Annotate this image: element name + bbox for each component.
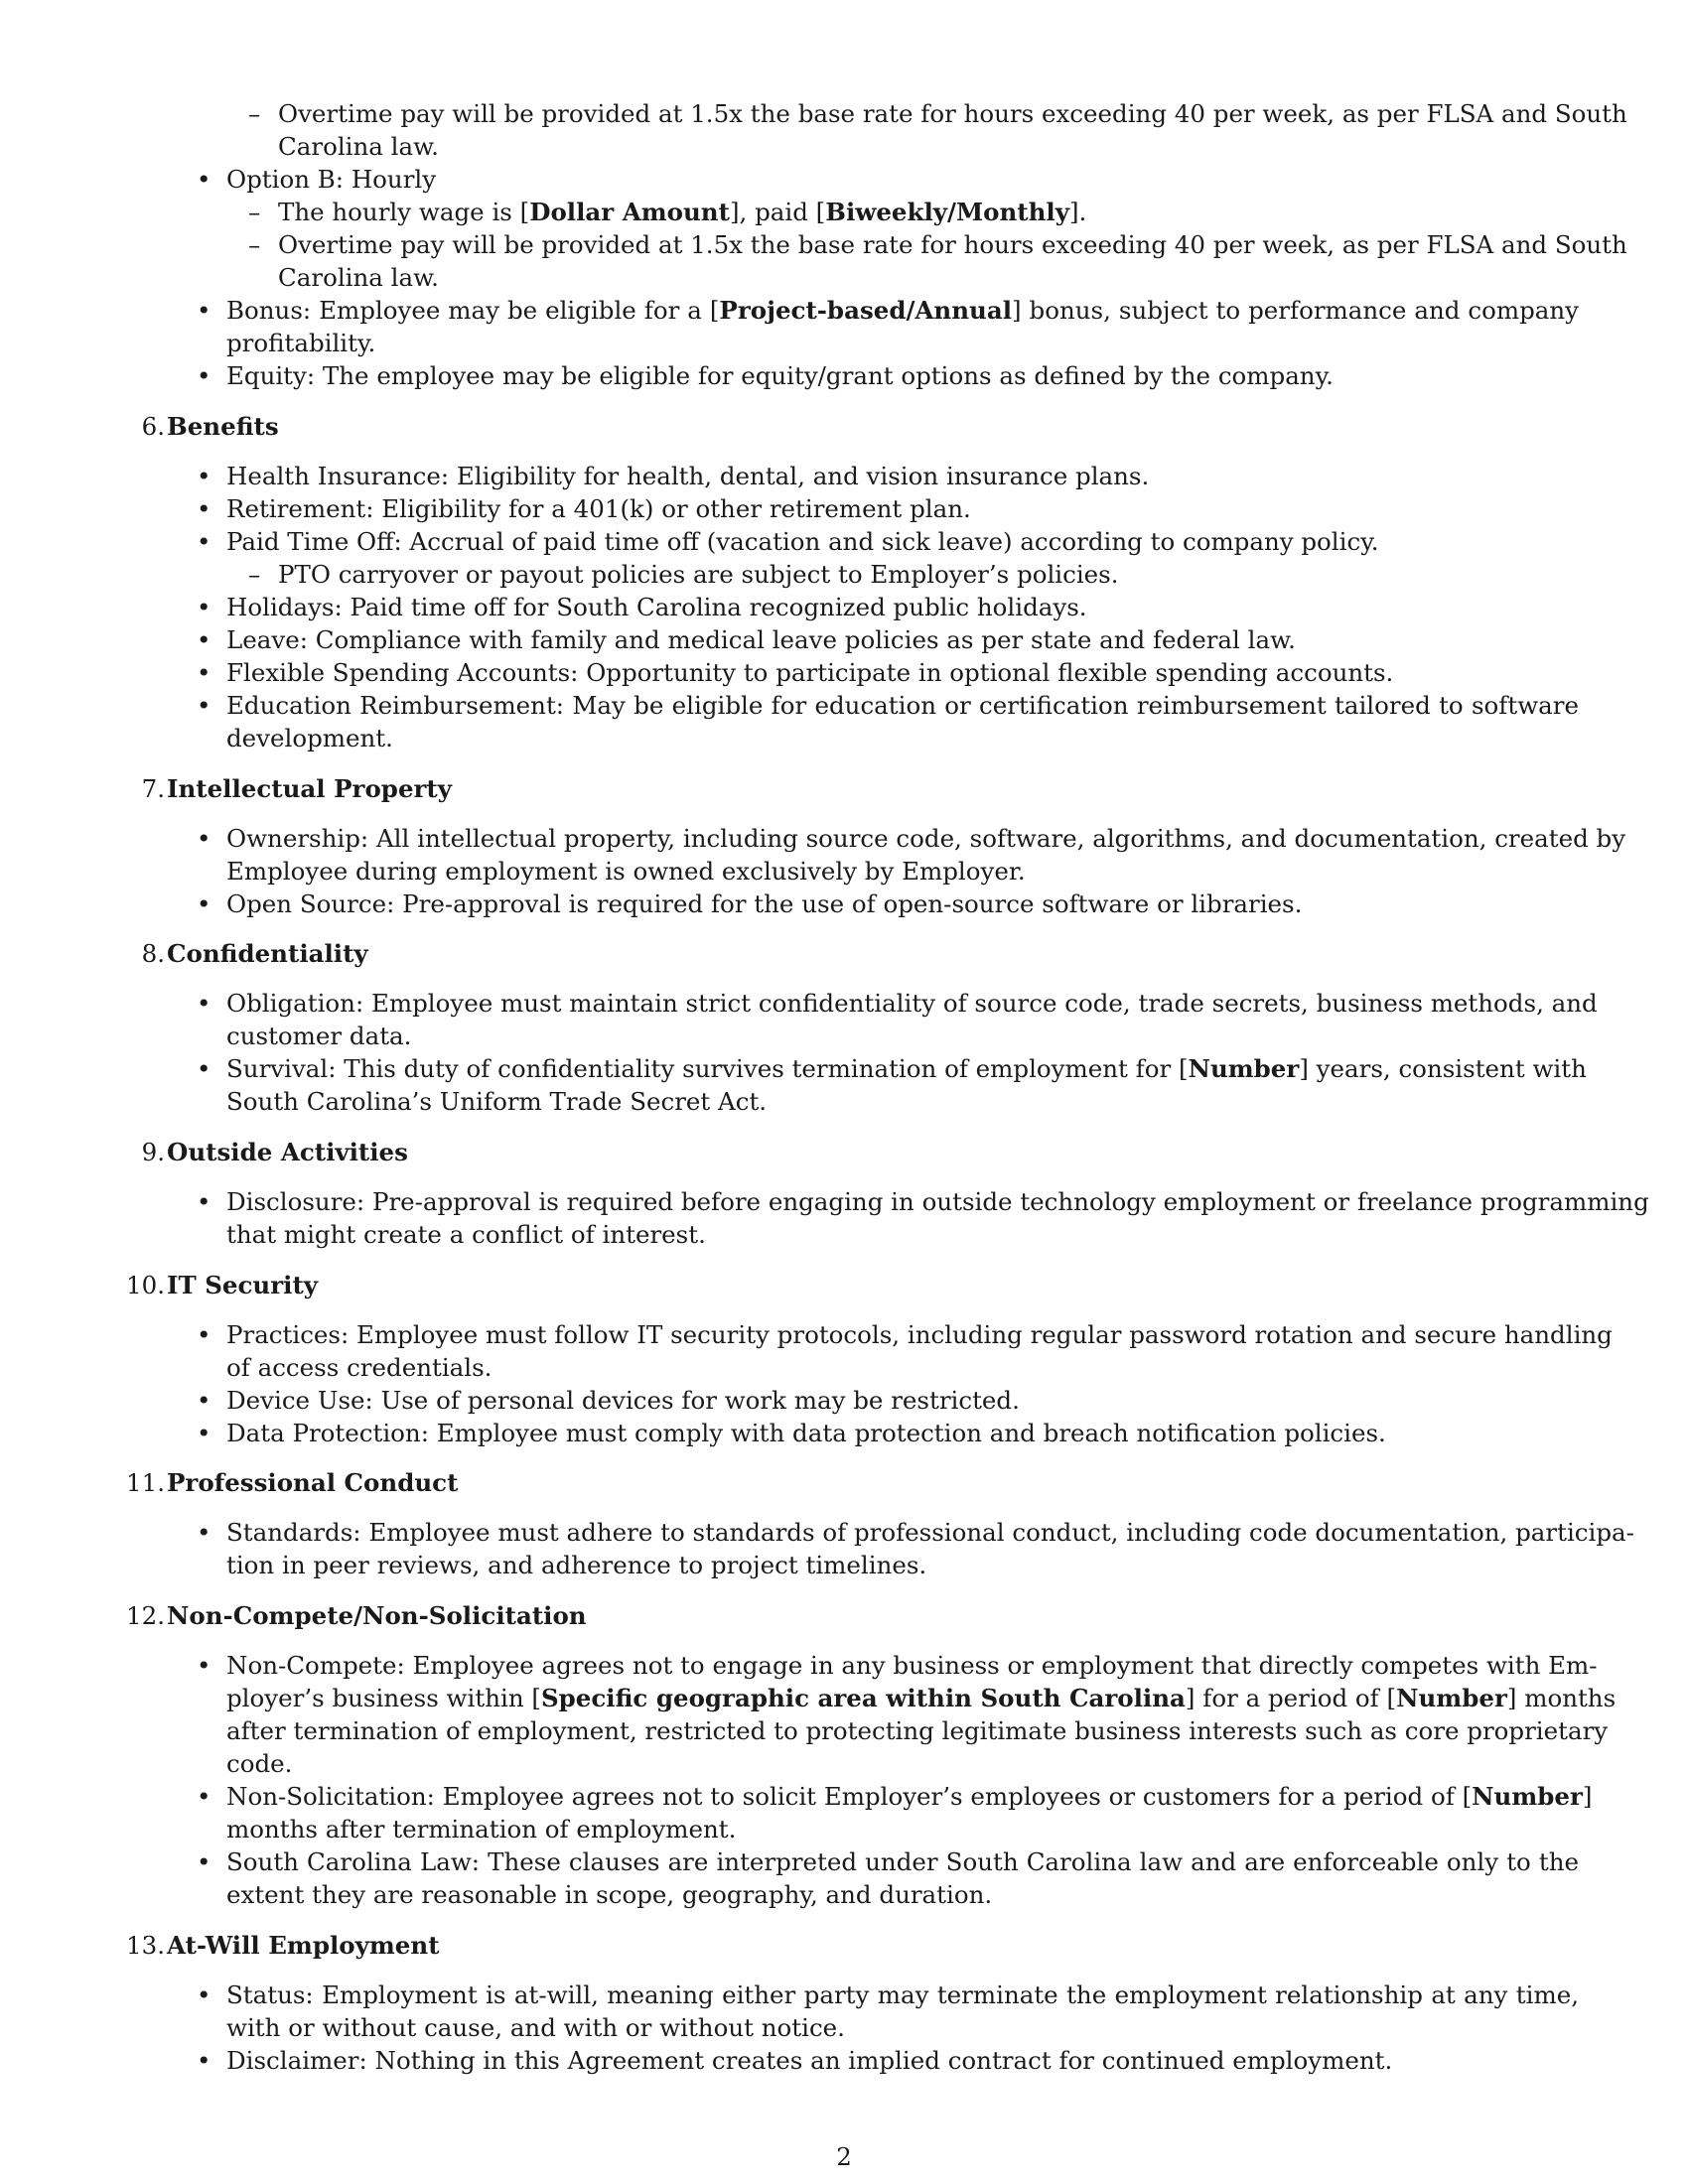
list-item-line: code. — [226, 1749, 293, 1778]
bullet-marker: • — [197, 527, 211, 556]
list-item-line: Disclaimer: Nothing in this Agreement creates an implied contract for continued employment. — [226, 2046, 1393, 2075]
bullet-marker: • — [197, 625, 211, 654]
sub-item-line: Carolina law. — [278, 132, 439, 161]
text-run: ] — [1582, 1782, 1593, 1811]
bullet-marker: • — [197, 691, 211, 720]
list-item-line: Holidays: Paid time off for South Carolina recognized public holidays. — [226, 593, 1087, 621]
list-item-line: South Carolina Law: These clauses are interpreted under South Carolina law and are enforceable only to the — [226, 1847, 1579, 1876]
list-item-line: Practices: Employee must follow IT security protocols, including regular password rotation and secure handling — [226, 1320, 1613, 1349]
bullet-marker: • — [197, 1518, 211, 1547]
section-heading: Confidentiality — [167, 939, 368, 968]
placeholder-field: Biweekly/Monthly — [825, 198, 1069, 226]
section-heading: Non-Compete/Non-Solicitation — [167, 1601, 587, 1630]
list-item-line: Flexible Spending Accounts: Opportunity to participate in optional flexible spending accounts. — [226, 658, 1394, 687]
list-item-line: Disclosure: Pre-approval is required before engaging in outside technology employment or freelance programming — [226, 1187, 1649, 1216]
list-item-line: Obligation: Employee must maintain strict confidentiality of source code, trade secrets, business methods, and — [226, 989, 1598, 1018]
list-item-line: tion in peer reviews, and adherence to project timelines. — [226, 1551, 927, 1579]
list-item-line: extent they are reasonable in scope, geography, and duration. — [226, 1880, 993, 1909]
list-item-line: Ownership: All intellectual property, including source code, software, algorithms, and documentation, created by — [226, 824, 1626, 853]
section-heading: At-Will Employment — [167, 1931, 440, 1960]
placeholder-field: Specific geographic area within South Carolina — [540, 1684, 1186, 1712]
section-number: 9. — [141, 1138, 165, 1166]
section-number: 11. — [126, 1468, 165, 1497]
section-heading: IT Security — [167, 1271, 319, 1299]
text-run: ] for a period of [ — [1185, 1684, 1397, 1712]
list-item-line: Standards: Employee must adhere to standards of professional conduct, including code documentation, participa- — [226, 1518, 1634, 1547]
section-heading: Outside Activities — [167, 1138, 408, 1166]
bullet-marker: • — [197, 889, 211, 918]
list-item-line — [226, 1054, 1587, 1084]
section-heading: Professional Conduct — [167, 1468, 459, 1497]
bullet-marker: • — [197, 1782, 211, 1811]
list-item-line: Equity: The employee may be eligible for equity/grant options as defined by the company. — [226, 361, 1334, 390]
section-number: 8. — [141, 939, 165, 968]
page-number: 2 — [836, 2142, 852, 2171]
dash-marker: – — [248, 560, 261, 589]
dash-marker: – — [248, 99, 261, 128]
list-item-line: with or without cause, and with or without notice. — [226, 2013, 845, 2042]
section-number: 10. — [126, 1271, 165, 1299]
placeholder-field: Number — [1188, 1054, 1300, 1083]
text-run: ] bonus, subject to performance and company — [1012, 296, 1579, 325]
bullet-marker: • — [197, 462, 211, 490]
list-item-line — [226, 1684, 1617, 1713]
bullet-marker: • — [197, 593, 211, 621]
list-item-line: of access credentials. — [226, 1353, 492, 1382]
section-number: 12. — [126, 1601, 165, 1630]
sub-item-line: Overtime pay will be provided at 1.5x the base rate for hours exceeding 40 per week, as per FLSA and South — [278, 230, 1627, 259]
bullet-marker: • — [197, 2046, 211, 2075]
bullet-marker: • — [197, 1320, 211, 1349]
placeholder-field: Project-based/Annual — [719, 296, 1013, 325]
list-item-line: that might create a conflict of interest. — [226, 1220, 706, 1249]
list-item-line: after termination of employment, restricted to protecting legitimate business interests such as core proprietary — [226, 1716, 1609, 1745]
bullet-marker: • — [197, 1187, 211, 1216]
bullet-marker: • — [197, 494, 211, 523]
text-run: The hourly wage is [ — [278, 198, 530, 226]
sub-item-line — [278, 198, 1086, 227]
text-run: Non-Solicitation: Employee agrees not to solicit Employer’s employees or customers for a period of [ — [226, 1782, 1473, 1811]
list-item-line: Status: Employment is at-will, meaning either party may terminate the employment relationship at any time, — [226, 1980, 1579, 2009]
bullet-marker: • — [197, 989, 211, 1018]
section-heading: Intellectual Property — [167, 774, 452, 803]
text-run: ], paid [ — [729, 198, 826, 226]
list-item-line: Open Source: Pre-approval is required for the use of open-source software or libraries. — [226, 889, 1303, 918]
text-run: ]. — [1068, 198, 1087, 226]
list-item-line: Leave: Compliance with family and medical leave policies as per state and federal law. — [226, 625, 1296, 654]
sub-item-line: PTO carryover or payout policies are subject to Employer’s policies. — [278, 560, 1119, 589]
list-item-line: Option B: Hourly — [226, 165, 437, 194]
placeholder-field: Dollar Amount — [529, 198, 730, 226]
placeholder-field: Number — [1396, 1684, 1507, 1712]
list-item-line: Retirement: Eligibility for a 401(k) or other retirement plan. — [226, 494, 971, 523]
list-item-line: Education Reimbursement: May be eligible for education or certification reimbursement tailored to software — [226, 691, 1579, 720]
list-item-line — [226, 1782, 1593, 1812]
sub-item-line: Carolina law. — [278, 263, 439, 292]
text-run: ] years, consistent with — [1299, 1054, 1587, 1083]
dash-marker: – — [248, 198, 261, 226]
list-item-line: customer data. — [226, 1022, 412, 1050]
bullet-marker: • — [197, 1419, 211, 1447]
list-item-line — [226, 296, 1579, 326]
list-item-line: Employee during employment is owned exclusively by Employer. — [226, 857, 1026, 886]
bullet-marker: • — [197, 1980, 211, 2009]
list-item-line: Paid Time Off: Accrual of paid time off (vacation and sick leave) according to company policy. — [226, 527, 1379, 556]
section-number: 6. — [141, 412, 165, 441]
bullet-marker: • — [197, 296, 211, 325]
text-run: ployer’s business within [ — [226, 1684, 541, 1712]
list-item-line: development. — [226, 724, 393, 752]
bullet-marker: • — [197, 658, 211, 687]
bullet-marker: • — [197, 1847, 211, 1876]
section-heading: Benefits — [167, 412, 279, 441]
placeholder-field: Number — [1472, 1782, 1583, 1811]
text-run: Survival: This duty of confidentiality survives termination of employment for [ — [226, 1054, 1189, 1083]
bullet-marker: • — [197, 1386, 211, 1415]
section-number: 7. — [141, 774, 165, 803]
dash-marker: – — [248, 230, 261, 259]
bullet-marker: • — [197, 165, 211, 194]
text-run: ] months — [1506, 1684, 1617, 1712]
text-run: Bonus: Employee may be eligible for a [ — [226, 296, 720, 325]
bullet-marker: • — [197, 1054, 211, 1083]
list-item-line: Device Use: Use of personal devices for work may be restricted. — [226, 1386, 1020, 1415]
list-item-line: Non-Compete: Employee agrees not to engage in any business or employment that directly competes with Em- — [226, 1651, 1598, 1680]
list-item-line: South Carolina’s Uniform Trade Secret Act. — [226, 1087, 768, 1116]
bullet-marker: • — [197, 361, 211, 390]
list-item-line: Health Insurance: Eligibility for health, dental, and vision insurance plans. — [226, 462, 1150, 490]
bullet-marker: • — [197, 1651, 211, 1680]
sub-item-line: Overtime pay will be provided at 1.5x the base rate for hours exceeding 40 per week, as per FLSA and South — [278, 99, 1627, 128]
section-number: 13. — [126, 1931, 165, 1960]
list-item-line: Data Protection: Employee must comply with data protection and breach notification policies. — [226, 1419, 1386, 1447]
list-item-line: months after termination of employment. — [226, 1815, 737, 1843]
list-item-line: profitability. — [226, 329, 376, 357]
bullet-marker: • — [197, 824, 211, 853]
